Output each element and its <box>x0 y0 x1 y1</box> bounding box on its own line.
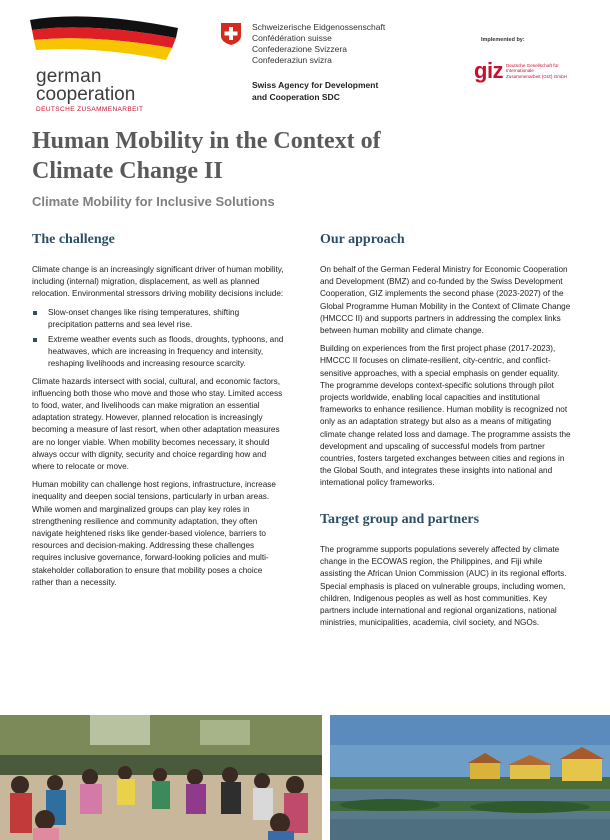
challenge-paragraph-2: Climate hazards intersect with social, cultural, and economic factors, influencing both those who move and those who stay. Limited access to food, water, and livelihoods can make migration an essential adaptation strategy. However, planned relocation is increasingly becoming a measure of last resort, when other adaptation measures are no longer viable. When mobility becomes necessary, it should always occur with dignity, security and choice regarding how and where to relocate or move. <box>32 376 283 472</box>
giz-wordmark: giz <box>474 58 504 83</box>
flag-swoosh-icon <box>28 14 188 64</box>
sdc-name <box>252 79 378 103</box>
approach-paragraph-1: On behalf of the German Federal Ministry for Economic Cooperation and Development (BMZ) and co-funded by the Swiss Development Cooperation, GIZ implements the second phase (2023-2027) of the Global Programme Human Mobility in the Context of Climate Change (HMCCC II) and supports partners in addressing the complex links between human mobility and climate change. <box>320 265 571 336</box>
challenge-paragraph-1: Climate change is an increasingly significant driver of human mobility, including (internal) migration, displacement, as well as planned relocation. Environmental stressors driving mobility decisions include: <box>32 265 284 299</box>
swiss-cross-icon <box>220 22 242 46</box>
community-meeting-image <box>0 715 322 840</box>
community-meeting-photo <box>0 715 322 840</box>
target-paragraph: The programme supports populations severely affected by climate change in the ECOWAS region, the Philippines, and Fiji while assisting the African Union Commission (AUC) in its regional efforts. Special emphasis is placed on vulnerable groups, including women, children, Indigenous peoples as well as host communities. Key partners include international and regional organizations, national ministries, municipalities, academia, civil society, and NGOs. <box>320 545 567 628</box>
list-item: Slow-onset changes like rising temperatures, shifting precipitation patterns and sea level rise. <box>32 307 284 331</box>
swiss-confederation-names <box>252 22 385 66</box>
sdc-line: Swiss Agency for Development <box>252 80 379 90</box>
gc-line3: DEUTSCHE ZUSAMMENARBEIT <box>36 106 144 113</box>
approach-paragraph-2: Building on experiences from the first project phase (2017-2023), HMCCC II focuses on climate-resilient, city-centric, and conflict-sensitive approaches, with a special emphasis on gender equality. The programme develops context-specific solutions through pilot projects worldwide, enabling local capacities and institutional frameworks to enhance resilience. Human mobility is recognized not only as an adaptation strategy but also as a means of mitigating climate change related loss and damage. The programme assists the development and upscaling of successful models from partner countries, fosters targeted exchanges between cities and regions in the Global South, and integrates these insights into national and international policy frameworks. <box>320 344 571 488</box>
heading-challenge: The challenge <box>32 232 115 247</box>
swiss-line: Confederaziun svizra <box>252 55 332 65</box>
swiss-line: Confederazione Svizzera <box>252 44 347 54</box>
stilt-houses-photo <box>330 715 610 840</box>
german-cooperation-logo <box>28 14 193 114</box>
right-column-target <box>320 544 572 635</box>
left-column <box>32 264 284 595</box>
gc-line2: cooperation <box>36 84 136 105</box>
page-title: Human Mobility in the Context of Climate Change II <box>32 128 381 184</box>
heading-target-group: Target group and partners <box>320 512 480 527</box>
heading-approach: Our approach <box>320 232 405 247</box>
swiss-line: Confédération suisse <box>252 33 332 43</box>
challenge-paragraph-3: Human mobility can challenge host regions, infrastructure, increase inequality and deepen social tensions, particularly in urban areas. While women and marginalized groups can play key roles in strengthening resilience and community adaptation, they often navigate heightened risks like gender-based violence, barriers to resources and decision-making. Addressing these challenges requires inclusive governance, forward-looking policies and multi-stakeholder collaboration to ensure that mobility poses a choice rather than a necessity. <box>32 480 276 587</box>
sdc-line: and Cooperation SDC <box>252 92 340 102</box>
gc-line1: german <box>36 66 102 87</box>
giz-logo <box>474 60 574 86</box>
list-item: Extreme weather events such as floods, droughts, typhoons, and heatwaves, which are increasing in frequency and intensity, reshaping livelihoods and increasing resource scarcity. <box>32 334 284 371</box>
swiss-line: Schweizerische Eidgenossenschaft <box>252 22 386 32</box>
stilt-houses-image <box>330 715 610 840</box>
right-column-approach <box>320 264 572 496</box>
stressor-list <box>32 307 284 371</box>
giz-fullname: Deutsche Gesellschaft für Internationale Zusammenarbeit (GIZ) GmbH <box>506 63 568 79</box>
page-subtitle: Climate Mobility for Inclusive Solutions <box>32 194 275 209</box>
swiss-sdc-logo <box>220 22 420 112</box>
implemented-by-label: Implemented by: <box>481 37 525 43</box>
